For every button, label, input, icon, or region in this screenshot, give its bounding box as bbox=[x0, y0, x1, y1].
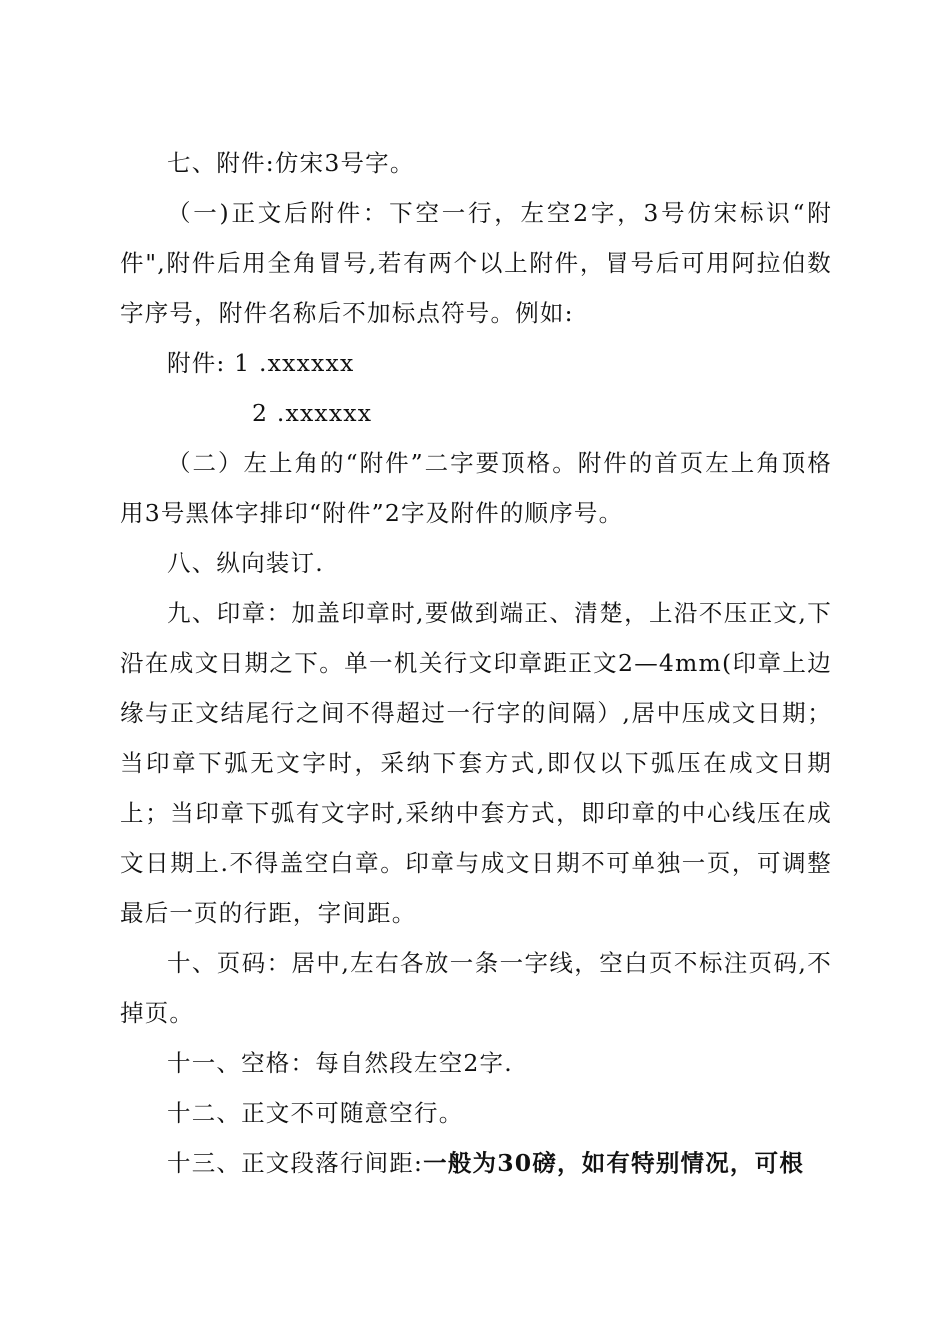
line-spacing-bold-text: 一般为30磅，如有特别情况，可根 bbox=[423, 1149, 805, 1177]
paragraph-line-spacing bbox=[120, 1138, 832, 1188]
paragraph-seal: 九、印章：加盖印章时,要做到端正、清楚，上沿不压正文,下沿在成文日期之下。单一机关行文印章距正文2—4mm(印章上边缘与正文结尾行之间不得超过一行字的间隔）,居中压成文日期；当印章下弧无文字时，采纳下套方式,即仅以下弧压在成文日期上；当印章下弧有文字时,采纳中套方式，即印章的中心线压在成文日期上.不得盖空白章。印章与成文日期不可单独一页，可调整最后一页的行距，字间距。 bbox=[120, 599, 832, 927]
paragraph-attachment-heading: 七、附件:仿宋3号字。 bbox=[167, 149, 415, 177]
paragraph-attachment-example-2: 2 .xxxxxx bbox=[252, 399, 373, 427]
paragraph-attachment-rule-2: （二）左上角的“附件”二字要顶格。附件的首页左上角顶格用3号黑体字排印“附件”2字及附件的顺序号。 bbox=[120, 449, 832, 527]
paragraph-attachment-example-1: 附件: 1 .xxxxxx bbox=[167, 349, 355, 377]
paragraph-attachment-rule-1: （一)正文后附件：下空一行，左空2字，3号仿宋标识“附件",附件后用全角冒号,若有两个以上附件，冒号后可用阿拉伯数字序号，附件名称后不加标点符号。例如: bbox=[120, 199, 832, 327]
document-body bbox=[120, 138, 832, 1188]
paragraph-no-blank-lines: 十二、正文不可随意空行。 bbox=[167, 1099, 464, 1127]
paragraph-page-number: 十、页码：居中,左右各放一条一字线，空白页不标注页码,不掉页。 bbox=[120, 949, 832, 1027]
paragraph-indent-spacing: 十一、空格：每自然段左空2字. bbox=[167, 1049, 513, 1077]
paragraph-binding: 八、纵向装订. bbox=[167, 549, 324, 577]
line-spacing-lead: 十三、正文段落行间距: bbox=[167, 1149, 424, 1177]
